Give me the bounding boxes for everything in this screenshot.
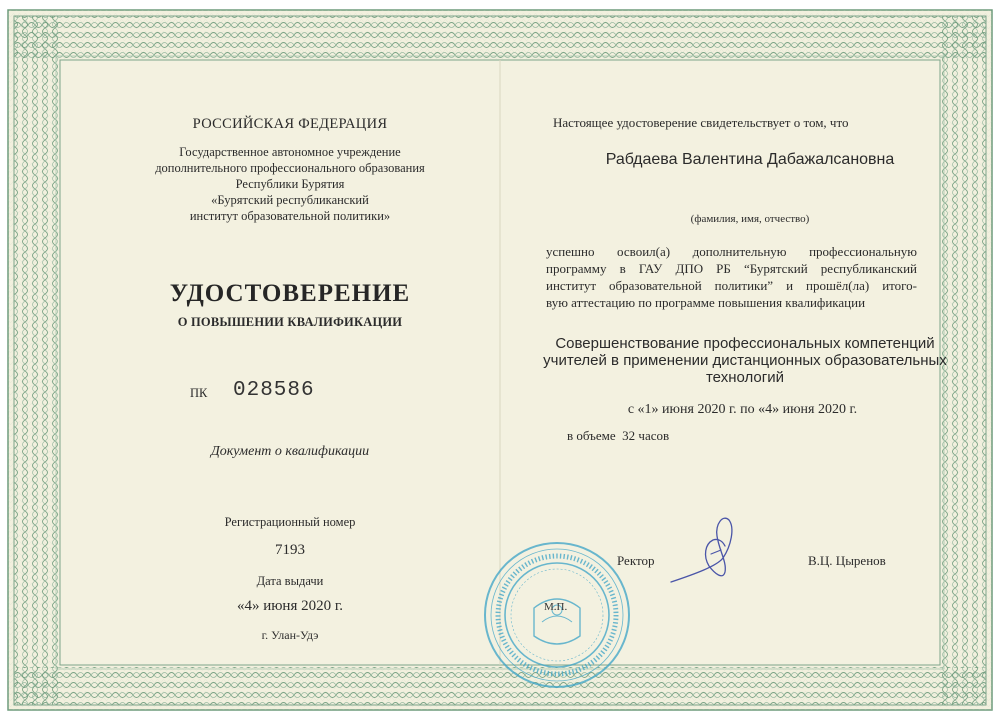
hours-label: в объеме — [567, 428, 616, 443]
issue-date: «4» июня 2020 г. — [236, 598, 344, 614]
statement-line: вую аттестацию по программе повышения квалификации — [546, 295, 866, 310]
issuer-org-line: Республики Бурятия — [235, 177, 345, 191]
issuer-org-line: дополнительного профессионального образования — [155, 161, 425, 175]
statement-line: программу в ГАУ ДПО РБ “Бурятский республиканский — [546, 261, 917, 276]
holder-name: Рабдаева Валентина Дабажалсановна — [605, 151, 895, 168]
issuer-org-line: институт образовательной политики» — [189, 209, 391, 223]
program-line: Совершенствование профессиональных компетенций — [555, 335, 935, 352]
registration-number: 7193 — [275, 542, 305, 558]
official-stamp — [482, 540, 632, 690]
document-type: Документ о квалификации — [210, 444, 370, 459]
stamp-placeholder: М.П. — [544, 601, 568, 613]
rector-signature — [665, 510, 755, 590]
program-line: технологий — [705, 369, 784, 386]
issue-date-label: Дата выдачи — [256, 574, 324, 588]
country-heading: РОССИЙСКАЯ ФЕДЕРАЦИЯ — [192, 116, 388, 132]
statement-line: институт образовательной политики” и прошёл(ла) итого- — [546, 278, 917, 293]
rector-name: В.Ц. Цыренов — [808, 553, 886, 568]
hours-value: 32 часов — [622, 428, 670, 443]
document-title: УДОСТОВЕРЕНИЕ — [169, 280, 411, 307]
statement-line: успешно освоил(а) дополнительную профессиональную — [546, 244, 917, 259]
holder-name-caption: (фамилия, имя, отчество) — [690, 213, 810, 225]
registration-label: Регистрационный номер — [224, 515, 356, 529]
program-line: учителей в применении дистанционных образовательных — [543, 352, 947, 369]
issuer-org-line: «Бурятский республиканский — [211, 193, 369, 207]
certification-intro: Настоящее удостоверение свидетельствует о том, что — [553, 115, 849, 130]
program-title — [515, 335, 975, 386]
document-subtitle: О ПОВЫШЕНИИ КВАЛИФИКАЦИИ — [177, 315, 403, 329]
issuer-organization — [120, 144, 460, 224]
rector-label: Ректор — [617, 553, 655, 568]
issuer-org-line: Государственное автономное учреждение — [179, 145, 401, 159]
training-period: с «1» июня 2020 г. по «4» июня 2020 г. — [627, 402, 858, 417]
series-number: 028586 — [233, 379, 315, 402]
training-volume — [567, 428, 669, 444]
issue-city: г. Улан-Удэ — [261, 628, 319, 642]
completion-statement — [546, 243, 917, 311]
series-prefix: ПК — [190, 386, 208, 400]
